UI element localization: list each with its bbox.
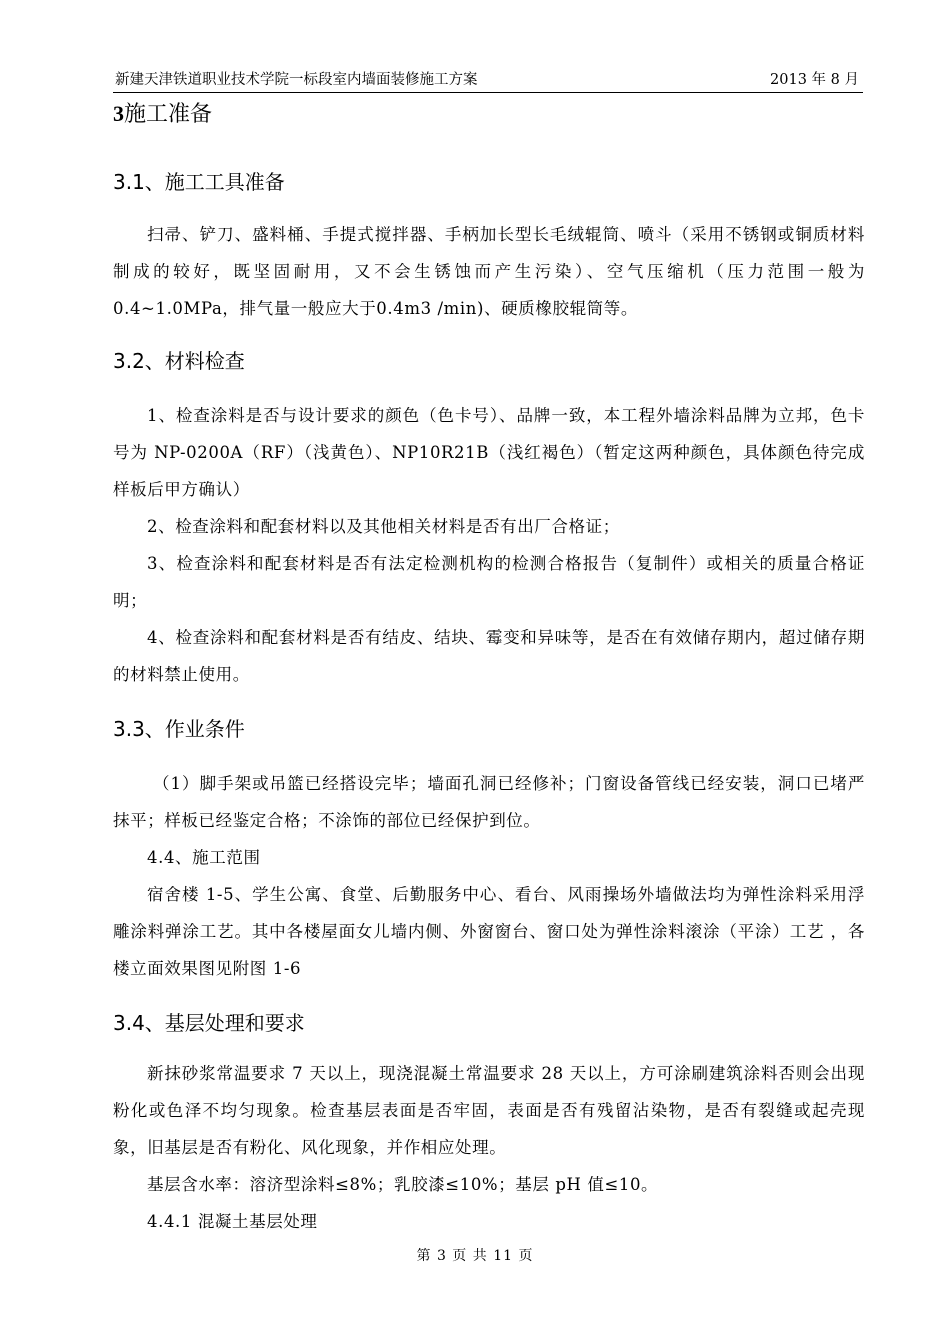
section-3-3-heading: 3.3、作业条件 <box>113 717 245 741</box>
header-title: 新建天津铁道职业技术学院一标段室内墙面装修施工方案 <box>115 72 478 88</box>
chapter-heading <box>113 97 865 128</box>
section-3-1-heading: 3.1、施工工具准备 <box>113 170 285 194</box>
section-3-4-heading: 3.4、基层处理和要求 <box>113 1011 305 1035</box>
condition-item-1: （1）脚手架或吊篮已经搭设完毕；墙面孔洞已经修补；门窗设备管线已经安装，洞口已堵严抹平；样板已经鉴定合格；不涂饰的部位已经保护到位。 <box>113 774 865 830</box>
page-footer: 第 3 页 共 11 页 <box>416 1248 534 1264</box>
check-item-1: 1、检查涂料是否与设计要求的颜色（色卡号）、品牌一致，本工程外墙涂料品牌为立邦，色卡号为 NP-0200A（RF）（浅黄色）、NP10R21B（浅红褐色）（暂定这两种颜色，具体颜色待完成样板后甲方确认） <box>113 406 865 499</box>
moisture-content-line: 基层含水率：溶济型涂料≤8%；乳胶漆≤10%；基层 pH 值≤10。 <box>147 1175 659 1194</box>
check-item-4: 4、检查涂料和配套材料是否有结皮、结块、霉变和异味等，是否在有效储存期内，超过储存期的材料禁止使用。 <box>113 628 865 684</box>
concrete-base-subheading: 4.4.1 混凝土基层处理 <box>147 1212 318 1231</box>
tools-paragraph: 扫帚、铲刀、盛料桶、手提式搅拌器、手柄加长型长毛绒辊筒、喷斗（采用不锈钢或铜质材料制成的较好，既坚固耐用，又不会生锈蚀而产生污染）、空气压缩机（压力范围一般为0.4~1.0MPa，排气量一般应大于0.4m3 /min)、硬质橡胶辊筒等。 <box>113 225 865 318</box>
base-requirement-paragraph: 新抹砂浆常温要求 7 天以上，现浇混凝土常温要求 28 天以上，方可涂刷建筑涂料否则会出现粉化或色泽不均匀现象。检查基层表面是否牢固，表面是否有残留沾染物，是否有裂缝或起壳现象，旧基层是否有粉化、风化现象，并作相应处理。 <box>113 1064 865 1157</box>
page-header <box>113 66 863 93</box>
header-date: 2013 年 8 月 <box>770 72 859 88</box>
check-item-2: 2、检查涂料和配套材料以及其他相关材料是否有出厂合格证； <box>147 517 620 536</box>
scope-paragraph: 宿舍楼 1-5、学生公寓、食堂、后勤服务中心、看台、风雨操场外墙做法均为弹性涂料采用浮雕涂料弹涂工艺。其中各楼屋面女儿墙内侧、外窗窗台、窗口处为弹性涂料滚涂（平涂）工艺 ，各楼立面效果图见附图 1-6 <box>113 885 865 978</box>
chapter-number: 3 <box>113 101 124 126</box>
section-3-2-heading: 3.2、材料检查 <box>113 349 245 373</box>
scope-heading: 4.4、施工范围 <box>147 848 261 867</box>
check-item-3: 3、检查涂料和配套材料是否有法定检测机构的检测合格报告（复制件）或相关的质量合格证明； <box>113 554 865 610</box>
chapter-title: 施工准备 <box>124 102 213 127</box>
